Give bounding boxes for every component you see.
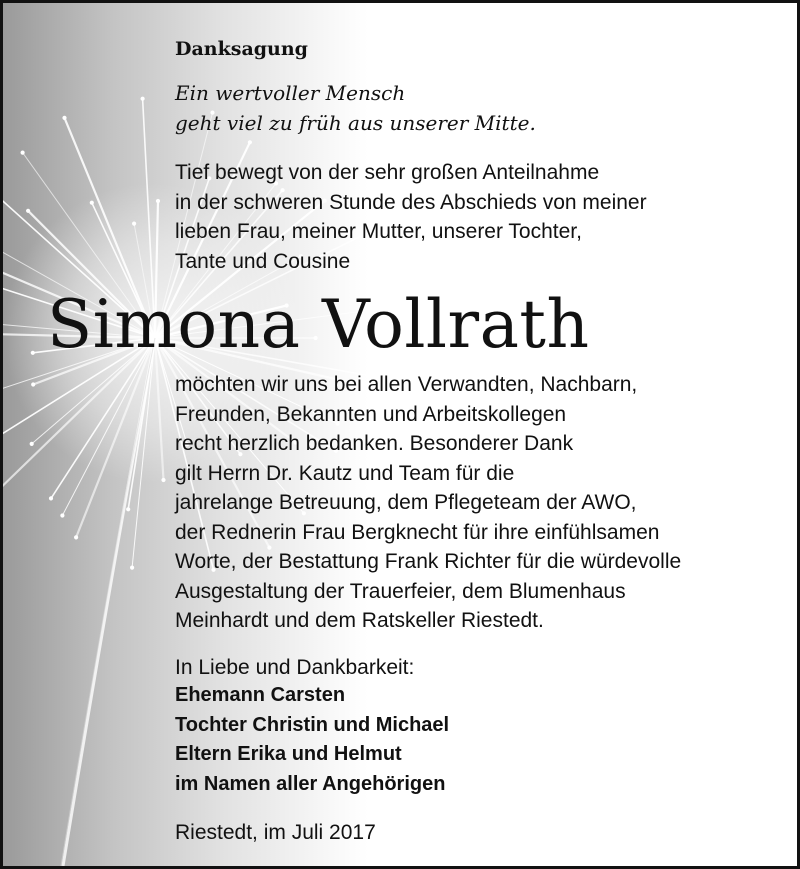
deceased-name: Simona Vollrath	[47, 286, 590, 363]
signee: im Namen aller Angehörigen	[175, 772, 446, 795]
signee-list	[175, 681, 775, 799]
thanks-line: jahrelange Betreuung, dem Pflegeteam der AWO,	[175, 491, 637, 514]
seed-tip	[162, 478, 165, 481]
thanks-line: recht herzlich bedanken. Besonderer Dank	[175, 432, 574, 455]
thanks-line: gilt Herrn Dr. Kautz und Team für die	[175, 461, 515, 485]
signee: Ehemann Carsten	[175, 684, 346, 706]
seed-tip	[75, 536, 78, 539]
seed-tip	[31, 351, 34, 354]
seed-tip	[90, 201, 93, 204]
place-and-date: Riestedt, im Juli 2017	[175, 821, 376, 844]
signee: Eltern Erika und Helmut	[175, 743, 402, 765]
thanks-line: Meinhardt und dem Ratskeller Riestedt.	[175, 609, 544, 632]
seed-tip	[30, 442, 33, 445]
intro-paragraph	[175, 158, 775, 276]
notice-heading: Danksagung	[175, 38, 308, 60]
intro-line: Tief bewegt von der sehr großen Anteilnahme	[175, 161, 600, 184]
seed-tip	[32, 383, 35, 386]
thanks-line: Freunden, Bekannten und Arbeitskollegen	[175, 402, 567, 426]
intro-line: lieben Frau, meiner Mutter, unserer Tochter,	[175, 220, 582, 243]
signee: Tochter Christin und Michael	[175, 713, 450, 736]
seed-tip	[21, 151, 24, 154]
seed-tip	[156, 199, 159, 202]
intro-line: Tante und Cousine	[175, 249, 351, 273]
motto	[175, 78, 775, 138]
seed-tip	[131, 566, 134, 569]
motto-line: geht viel zu früh aus unserer Mitte.	[175, 111, 536, 135]
thanks-line: möchten wir uns bei allen Verwandten, Nachbarn,	[175, 373, 638, 396]
seed-tip	[49, 497, 52, 500]
seed-tip	[27, 209, 30, 212]
thanks-line: der Rednerin Frau Bergknecht für ihre einfühlsamen	[175, 520, 660, 544]
seed-tip	[61, 514, 64, 517]
seed-tip	[141, 97, 144, 100]
thanks-line: Worte, der Bestattung Frank Richter für die würdevolle	[175, 550, 682, 573]
seed-tip	[63, 116, 66, 119]
intro-line: in der schweren Stunde des Abschieds von meiner	[175, 190, 647, 214]
thanks-line: Ausgestaltung der Trauerfeier, dem Blumenhaus	[175, 579, 626, 603]
thanks-paragraph	[175, 370, 775, 636]
seed-tip	[248, 141, 251, 144]
closing-line: In Liebe und Dankbarkeit:	[175, 656, 415, 679]
motto-line: Ein wertvoller Mensch	[175, 81, 406, 105]
seed-tip	[133, 222, 136, 225]
seed-tip	[127, 508, 130, 511]
